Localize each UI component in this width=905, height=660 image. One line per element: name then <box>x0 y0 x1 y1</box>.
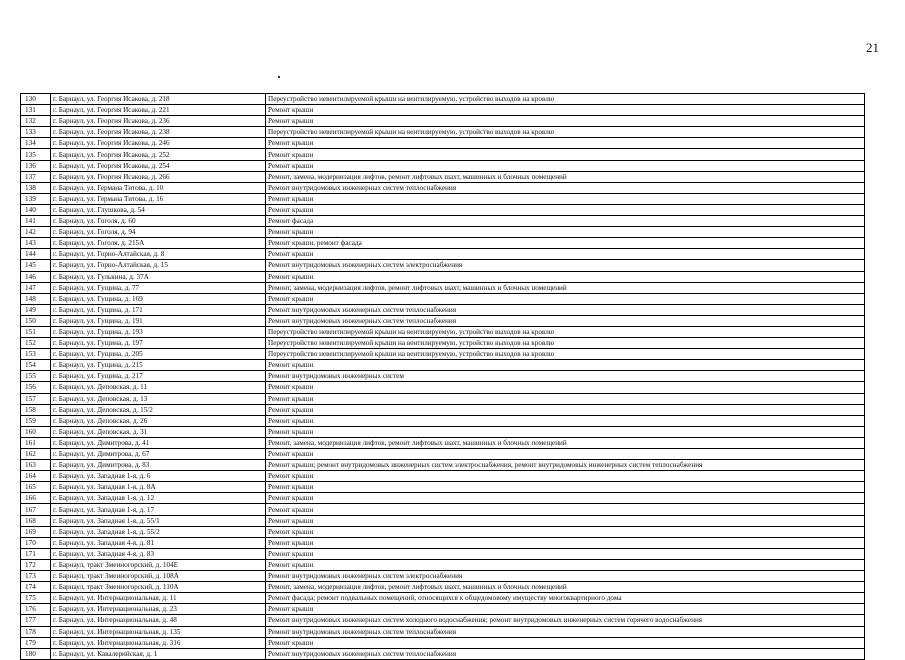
table-row <box>21 338 865 349</box>
row-number-cell: 180 <box>21 648 51 659</box>
table-row <box>21 227 865 238</box>
address-cell: г. Барнаул, ул. Гущина, д. 197 <box>51 338 266 349</box>
table-row <box>21 482 865 493</box>
table-row <box>21 371 865 382</box>
address-cell: г. Барнаул, ул. Гулькина, д. 37А <box>51 271 266 282</box>
address-cell: г. Барнаул, ул. Гущина, д. 169 <box>51 293 266 304</box>
row-number-cell: 164 <box>21 471 51 482</box>
work-type-cell: Переустройство невентилируемой крыши на вентилируемую, устройство выходов на кровлю <box>266 94 865 105</box>
work-type-cell: Ремонт крыши <box>266 482 865 493</box>
address-cell: г. Барнаул, ул. Интернациональная, д. 316 <box>51 637 266 648</box>
row-number-cell: 179 <box>21 637 51 648</box>
work-type-cell: Ремонт крыши <box>266 116 865 127</box>
table-row <box>21 471 865 482</box>
table-row <box>21 593 865 604</box>
row-number-cell: 149 <box>21 304 51 315</box>
table-row <box>21 571 865 582</box>
work-type-cell: Ремонт крыши <box>266 227 865 238</box>
row-number-cell: 148 <box>21 293 51 304</box>
work-type-cell: Ремонт крыши; ремонт внутридомовых инженерных систем электроснабжения, ремонт внутридомовых инженерных систем теплоснабжения <box>266 460 865 471</box>
address-cell: г. Барнаул, ул. Гоголя, д. 94 <box>51 227 266 238</box>
scan-speck <box>278 76 280 78</box>
work-type-cell: Ремонт фасада; ремонт подвальных помещений, относящихся к общедомовому имуществу многоквартирного дома <box>266 593 865 604</box>
work-type-cell: Ремонт, замена, модернизация лифтов, ремонт лифтовых шахт, машинных и блочных помещений <box>266 171 865 182</box>
row-number-cell: 147 <box>21 282 51 293</box>
row-number-cell: 174 <box>21 582 51 593</box>
table-row <box>21 404 865 415</box>
table-row <box>21 415 865 426</box>
address-cell: г. Барнаул, ул. Георгия Исакова, д. 218 <box>51 94 266 105</box>
work-type-cell: Ремонт внутридомовых инженерных систем теплоснабжения <box>266 182 865 193</box>
address-cell: г. Барнаул, ул. Георгия Исакова, д. 252 <box>51 149 266 160</box>
work-type-cell: Ремонт крыши <box>266 404 865 415</box>
address-cell: г. Барнаул, ул. Западная 1-я, д. 8А <box>51 482 266 493</box>
row-number-cell: 133 <box>21 127 51 138</box>
table-row <box>21 548 865 559</box>
table-row <box>21 437 865 448</box>
table-row <box>21 304 865 315</box>
work-type-cell: Ремонт внутридомовых инженерных систем теплоснабжения <box>266 626 865 637</box>
work-type-cell: Ремонт крыши <box>266 637 865 648</box>
work-type-cell: Ремонт крыши <box>266 559 865 570</box>
work-type-cell: Ремонт фасада <box>266 216 865 227</box>
address-cell: г. Барнаул, ул. Западная 4-я, д. 83 <box>51 548 266 559</box>
work-type-cell: Ремонт крыши <box>266 382 865 393</box>
work-type-cell: Ремонт крыши <box>266 271 865 282</box>
table-row <box>21 94 865 105</box>
address-cell: г. Барнаул, ул. Горно-Алтайская, д. 15 <box>51 260 266 271</box>
table-row <box>21 293 865 304</box>
row-number-cell: 140 <box>21 204 51 215</box>
table-row <box>21 582 865 593</box>
work-type-cell: Ремонт крыши <box>266 393 865 404</box>
address-cell: г. Барнаул, ул. Гущина, д. 171 <box>51 304 266 315</box>
work-type-cell: Ремонт крыши <box>266 515 865 526</box>
table-row <box>21 493 865 504</box>
address-cell: г. Барнаул, ул. Деповская, д. 31 <box>51 426 266 437</box>
work-type-cell: Ремонт крыши <box>266 604 865 615</box>
work-type-cell: Ремонт крыши <box>266 426 865 437</box>
row-number-cell: 170 <box>21 537 51 548</box>
table-row <box>21 637 865 648</box>
work-type-cell: Ремонт крыши <box>266 526 865 537</box>
row-number-cell: 176 <box>21 604 51 615</box>
row-number-cell: 177 <box>21 615 51 626</box>
row-number-cell: 172 <box>21 559 51 570</box>
row-number-cell: 135 <box>21 149 51 160</box>
address-cell: г. Барнаул, ул. Гущина, д. 205 <box>51 349 266 360</box>
table-row <box>21 193 865 204</box>
work-type-cell: Ремонт крыши <box>266 293 865 304</box>
table-row <box>21 260 865 271</box>
repair-register-table <box>20 93 865 660</box>
work-type-cell: Ремонт внутридомовых инженерных систем электроснабжения <box>266 571 865 582</box>
work-type-cell: Ремонт крыши <box>266 360 865 371</box>
address-cell: г. Барнаул, ул. Интернациональная, д. 11 <box>51 593 266 604</box>
work-type-cell: Ремонт крыши <box>266 138 865 149</box>
page-number: 21 <box>866 40 879 55</box>
table-row <box>21 426 865 437</box>
table-row <box>21 515 865 526</box>
row-number-cell: 171 <box>21 548 51 559</box>
row-number-cell: 136 <box>21 160 51 171</box>
address-cell: г. Барнаул, ул. Интернациональная, д. 135 <box>51 626 266 637</box>
work-type-cell: Ремонт крыши <box>266 149 865 160</box>
row-number-cell: 161 <box>21 437 51 448</box>
address-cell: г. Барнаул, ул. Западная 1-я, д. 55/2 <box>51 526 266 537</box>
address-cell: г. Барнаул, ул. Георгия Исакова, д. 246 <box>51 138 266 149</box>
table-body <box>21 94 865 660</box>
row-number-cell: 167 <box>21 504 51 515</box>
row-number-cell: 173 <box>21 571 51 582</box>
table-row <box>21 182 865 193</box>
row-number-cell: 130 <box>21 94 51 105</box>
row-number-cell: 160 <box>21 426 51 437</box>
address-cell: г. Барнаул, ул. Западная 1-я, д. 17 <box>51 504 266 515</box>
row-number-cell: 131 <box>21 105 51 116</box>
address-cell: г. Барнаул, ул. Глушкова, д. 54 <box>51 204 266 215</box>
row-number-cell: 142 <box>21 227 51 238</box>
work-type-cell: Ремонт крыши <box>266 160 865 171</box>
row-number-cell: 153 <box>21 349 51 360</box>
row-number-cell: 169 <box>21 526 51 537</box>
row-number-cell: 175 <box>21 593 51 604</box>
table-row <box>21 149 865 160</box>
work-type-cell: Ремонт внутридомовых инженерных систем холодного водоснабжения; ремонт внутридомовых инженерных систем горячего водоснабжения <box>266 615 865 626</box>
address-cell: г. Барнаул, ул. Гущина, д. 191 <box>51 315 266 326</box>
work-type-cell: Переустройство невентилируемой крыши на вентилируемую, устройство выходов на кровлю <box>266 349 865 360</box>
table-row <box>21 204 865 215</box>
row-number-cell: 158 <box>21 404 51 415</box>
row-number-cell: 145 <box>21 260 51 271</box>
address-cell: г. Барнаул, тракт Змеиногорский, д. 104Е <box>51 559 266 570</box>
table-row <box>21 216 865 227</box>
table-row <box>21 326 865 337</box>
row-number-cell: 132 <box>21 116 51 127</box>
work-type-cell: Ремонт внутридомовых инженерных систем электроснабжения <box>266 260 865 271</box>
row-number-cell: 141 <box>21 216 51 227</box>
address-cell: г. Барнаул, ул. Димитрова, д. 41 <box>51 437 266 448</box>
table-row <box>21 360 865 371</box>
row-number-cell: 157 <box>21 393 51 404</box>
table-row <box>21 105 865 116</box>
address-cell: г. Барнаул, ул. Германа Титова, д. 16 <box>51 193 266 204</box>
row-number-cell: 162 <box>21 449 51 460</box>
address-cell: г. Барнаул, ул. Гоголя, д. 215А <box>51 238 266 249</box>
table-row <box>21 315 865 326</box>
address-cell: г. Барнаул, ул. Димитрова, д. 83 <box>51 460 266 471</box>
work-type-cell: Ремонт, замена, модернизация лифтов, ремонт лифтовых шахт, машинных и блочных помещений <box>266 437 865 448</box>
row-number-cell: 151 <box>21 326 51 337</box>
work-type-cell: Ремонт крыши <box>266 249 865 260</box>
row-number-cell: 144 <box>21 249 51 260</box>
row-number-cell: 139 <box>21 193 51 204</box>
row-number-cell: 138 <box>21 182 51 193</box>
work-type-cell: Ремонт крыши, ремонт фасада <box>266 238 865 249</box>
table-row <box>21 449 865 460</box>
table-row <box>21 604 865 615</box>
table-row <box>21 526 865 537</box>
table-row <box>21 160 865 171</box>
work-type-cell: Ремонт внутридомовых инженерных систем <box>266 371 865 382</box>
row-number-cell: 163 <box>21 460 51 471</box>
work-type-cell: Ремонт крыши <box>266 471 865 482</box>
work-type-cell: Переустройство невентилируемой крыши на вентилируемую, устройство выходов на кровлю <box>266 338 865 349</box>
row-number-cell: 143 <box>21 238 51 249</box>
address-cell: г. Барнаул, ул. Георгия Исакова, д. 221 <box>51 105 266 116</box>
work-type-cell: Ремонт крыши <box>266 204 865 215</box>
address-cell: г. Барнаул, ул. Западная 4-я, д. 81 <box>51 537 266 548</box>
address-cell: г. Барнаул, ул. Георгия Исакова, д. 266 <box>51 171 266 182</box>
address-cell: г. Барнаул, ул. Горно-Алтайская, д. 8 <box>51 249 266 260</box>
address-cell: г. Барнаул, ул. Георгия Исакова, д. 236 <box>51 116 266 127</box>
work-type-cell: Ремонт крыши <box>266 548 865 559</box>
table-row <box>21 559 865 570</box>
address-cell: г. Барнаул, ул. Западная 1-я, д. 12 <box>51 493 266 504</box>
address-cell: г. Барнаул, ул. Деповская, д. 26 <box>51 415 266 426</box>
address-cell: г. Барнаул, ул. Германа Титова, д. 10 <box>51 182 266 193</box>
address-cell: г. Барнаул, ул. Димитрова, д. 67 <box>51 449 266 460</box>
address-cell: г. Барнаул, тракт Змеиногорский, д. 110А <box>51 582 266 593</box>
address-cell: г. Барнаул, ул. Георгия Исакова, д. 254 <box>51 160 266 171</box>
address-cell: г. Барнаул, ул. Гущина, д. 77 <box>51 282 266 293</box>
table-row <box>21 382 865 393</box>
address-cell: г. Барнаул, ул. Гущина, д. 193 <box>51 326 266 337</box>
row-number-cell: 152 <box>21 338 51 349</box>
table-row <box>21 349 865 360</box>
address-cell: г. Барнаул, ул. Интернациональная, д. 23 <box>51 604 266 615</box>
address-cell: г. Барнаул, ул. Западная 1-я, д. 6 <box>51 471 266 482</box>
address-cell: г. Барнаул, ул. Георгия Исакова, д. 238 <box>51 127 266 138</box>
row-number-cell: 150 <box>21 315 51 326</box>
address-cell: г. Барнаул, ул. Западная 1-я, д. 55/1 <box>51 515 266 526</box>
work-type-cell: Ремонт крыши <box>266 193 865 204</box>
table-row <box>21 626 865 637</box>
work-type-cell: Ремонт, замена, модернизация лифтов, ремонт лифтовых шахт, машинных и блочных помещений <box>266 282 865 293</box>
row-number-cell: 168 <box>21 515 51 526</box>
table-row <box>21 171 865 182</box>
work-type-cell: Ремонт внутридомовых инженерных систем теплоснабжения <box>266 315 865 326</box>
table-row <box>21 615 865 626</box>
work-type-cell: Переустройство невентилируемой крыши на вентилируемую, устройство выходов на кровлю <box>266 127 865 138</box>
table-row <box>21 282 865 293</box>
work-type-cell: Ремонт, замена, модернизация лифтов, ремонт лифтовых шахт, машинных и блочных помещений <box>266 582 865 593</box>
work-type-cell: Переустройство невентилируемой крыши на вентилируемую, устройство выходов на кровлю <box>266 326 865 337</box>
work-type-cell: Ремонт крыши <box>266 449 865 460</box>
row-number-cell: 165 <box>21 482 51 493</box>
row-number-cell: 137 <box>21 171 51 182</box>
address-cell: г. Барнаул, ул. Гущина, д. 215 <box>51 360 266 371</box>
work-type-cell: Ремонт крыши <box>266 105 865 116</box>
address-cell: г. Барнаул, ул. Гоголя, д. 60 <box>51 216 266 227</box>
row-number-cell: 134 <box>21 138 51 149</box>
work-type-cell: Ремонт внутридомовых инженерных систем теплоснабжения <box>266 648 865 659</box>
address-cell: г. Барнаул, ул. Деповская, д. 13 <box>51 393 266 404</box>
address-cell: г. Барнаул, ул. Деповская, д. 15/2 <box>51 404 266 415</box>
work-type-cell: Ремонт крыши <box>266 504 865 515</box>
row-number-cell: 155 <box>21 371 51 382</box>
row-number-cell: 156 <box>21 382 51 393</box>
table-row <box>21 238 865 249</box>
address-cell: г. Барнаул, тракт Змеиногорский, д. 108А <box>51 571 266 582</box>
address-cell: г. Барнаул, ул. Гущина, д. 217 <box>51 371 266 382</box>
row-number-cell: 178 <box>21 626 51 637</box>
table-row <box>21 249 865 260</box>
table-row <box>21 393 865 404</box>
address-cell: г. Барнаул, ул. Кавалерийская, д. 1 <box>51 648 266 659</box>
work-type-cell: Ремонт крыши <box>266 537 865 548</box>
table-row <box>21 138 865 149</box>
table-row <box>21 271 865 282</box>
row-number-cell: 166 <box>21 493 51 504</box>
address-cell: г. Барнаул, ул. Интернациональная, д. 48 <box>51 615 266 626</box>
table-row <box>21 116 865 127</box>
table-row <box>21 648 865 659</box>
table-row <box>21 127 865 138</box>
row-number-cell: 159 <box>21 415 51 426</box>
table-row <box>21 504 865 515</box>
work-type-cell: Ремонт внутридомовых инженерных систем теплоснабжения <box>266 304 865 315</box>
address-cell: г. Барнаул, ул. Деповская, д. 11 <box>51 382 266 393</box>
work-type-cell: Ремонт крыши <box>266 415 865 426</box>
row-number-cell: 154 <box>21 360 51 371</box>
work-type-cell: Ремонт крыши <box>266 493 865 504</box>
table-row <box>21 537 865 548</box>
row-number-cell: 146 <box>21 271 51 282</box>
table-row <box>21 460 865 471</box>
